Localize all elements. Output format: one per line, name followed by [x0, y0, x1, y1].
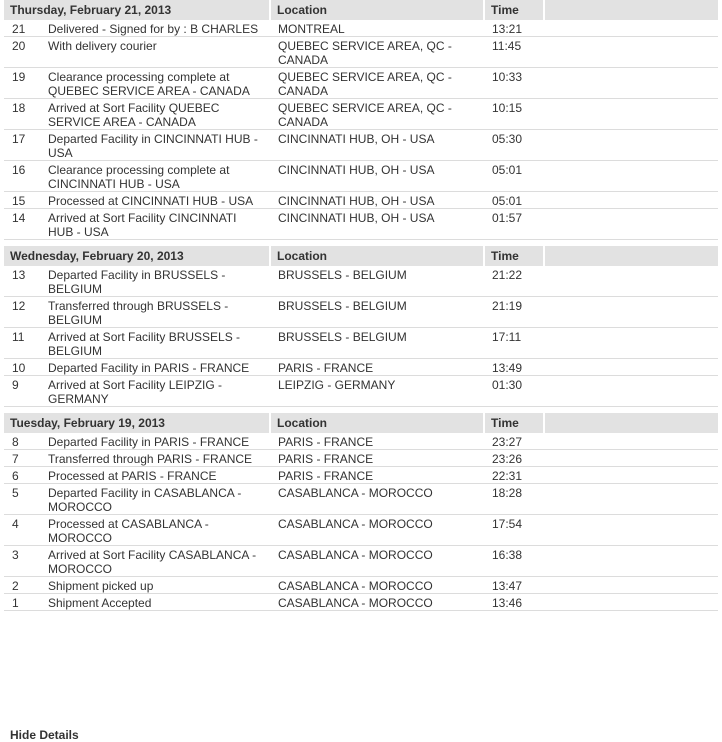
- event-number: 3: [4, 546, 42, 577]
- event-number: 21: [4, 20, 42, 37]
- day-header-row: [4, 0, 718, 20]
- row-spacer-cell: [544, 37, 718, 68]
- event-location: CASABLANCA - MOROCCO: [270, 484, 484, 515]
- table-row: [4, 376, 718, 407]
- event-description: Processed at CASABLANCA - MOROCCO: [42, 515, 270, 546]
- row-spacer-cell: [544, 515, 718, 546]
- event-location: LEIPZIG - GERMANY: [270, 376, 484, 407]
- row-spacer-cell: [544, 161, 718, 192]
- table-row: [4, 433, 718, 450]
- hide-details-link[interactable]: Hide Details: [10, 728, 79, 742]
- event-location: CASABLANCA - MOROCCO: [270, 515, 484, 546]
- event-location: BRUSSELS - BELGIUM: [270, 266, 484, 297]
- event-description: Transferred through BRUSSELS - BELGIUM: [42, 297, 270, 328]
- day-date-header: Tuesday, February 19, 2013: [4, 413, 270, 433]
- table-row: [4, 577, 718, 594]
- event-location: CASABLANCA - MOROCCO: [270, 577, 484, 594]
- location-column-header: Location: [270, 246, 484, 266]
- event-number: 14: [4, 209, 42, 240]
- location-column-header: Location: [270, 413, 484, 433]
- event-number: 16: [4, 161, 42, 192]
- row-spacer-cell: [544, 297, 718, 328]
- event-time: 13:46: [484, 594, 544, 611]
- event-location: CASABLANCA - MOROCCO: [270, 546, 484, 577]
- row-spacer-cell: [544, 433, 718, 450]
- row-spacer-cell: [544, 209, 718, 240]
- event-time: 21:19: [484, 297, 544, 328]
- event-time: 17:54: [484, 515, 544, 546]
- table-row: [4, 594, 718, 611]
- event-description: Clearance processing complete at CINCINNATI HUB - USA: [42, 161, 270, 192]
- day-header-row: [4, 246, 718, 266]
- row-spacer-cell: [544, 266, 718, 297]
- table-row: [4, 99, 718, 130]
- event-description: Arrived at Sort Facility QUEBEC SERVICE AREA - CANADA: [42, 99, 270, 130]
- event-time: 01:30: [484, 376, 544, 407]
- event-location: CASABLANCA - MOROCCO: [270, 594, 484, 611]
- event-time: 23:26: [484, 450, 544, 467]
- tracking-table: [4, 0, 718, 611]
- row-spacer-cell: [544, 359, 718, 376]
- row-spacer-cell: [544, 376, 718, 407]
- event-description: Shipment picked up: [42, 577, 270, 594]
- table-row: [4, 130, 718, 161]
- event-number: 8: [4, 433, 42, 450]
- table-row: [4, 68, 718, 99]
- event-number: 18: [4, 99, 42, 130]
- event-number: 6: [4, 467, 42, 484]
- location-column-header: Location: [270, 0, 484, 20]
- event-location: PARIS - FRANCE: [270, 450, 484, 467]
- event-location: QUEBEC SERVICE AREA, QC - CANADA: [270, 37, 484, 68]
- header-spacer-cell: [544, 0, 718, 20]
- event-number: 19: [4, 68, 42, 99]
- time-column-header: Time: [484, 246, 544, 266]
- event-time: 05:01: [484, 192, 544, 209]
- event-description: Departed Facility in CINCINNATI HUB - USA: [42, 130, 270, 161]
- event-time: 16:38: [484, 546, 544, 577]
- time-column-header: Time: [484, 413, 544, 433]
- table-row: [4, 467, 718, 484]
- day-date-header: Wednesday, February 20, 2013: [4, 246, 270, 266]
- row-spacer-cell: [544, 68, 718, 99]
- event-number: 9: [4, 376, 42, 407]
- row-spacer-cell: [544, 577, 718, 594]
- row-spacer-cell: [544, 467, 718, 484]
- event-time: 11:45: [484, 37, 544, 68]
- event-time: 13:21: [484, 20, 544, 37]
- event-time: 22:31: [484, 467, 544, 484]
- event-time: 18:28: [484, 484, 544, 515]
- event-location: CINCINNATI HUB, OH - USA: [270, 130, 484, 161]
- event-location: PARIS - FRANCE: [270, 359, 484, 376]
- event-number: 12: [4, 297, 42, 328]
- row-spacer-cell: [544, 546, 718, 577]
- event-location: BRUSSELS - BELGIUM: [270, 297, 484, 328]
- event-description: Arrived at Sort Facility LEIPZIG - GERMANY: [42, 376, 270, 407]
- time-column-header: Time: [484, 0, 544, 20]
- event-description: Processed at CINCINNATI HUB - USA: [42, 192, 270, 209]
- row-spacer-cell: [544, 99, 718, 130]
- event-time: 05:01: [484, 161, 544, 192]
- row-spacer-cell: [544, 130, 718, 161]
- event-number: 2: [4, 577, 42, 594]
- event-number: 11: [4, 328, 42, 359]
- event-time: 17:11: [484, 328, 544, 359]
- event-time: 13:47: [484, 577, 544, 594]
- event-location: BRUSSELS - BELGIUM: [270, 328, 484, 359]
- event-description: Transferred through PARIS - FRANCE: [42, 450, 270, 467]
- row-spacer-cell: [544, 20, 718, 37]
- day-date-header: Thursday, February 21, 2013: [4, 0, 270, 20]
- table-row: [4, 161, 718, 192]
- event-description: Departed Facility in BRUSSELS - BELGIUM: [42, 266, 270, 297]
- table-row: [4, 266, 718, 297]
- row-spacer-cell: [544, 594, 718, 611]
- event-number: 13: [4, 266, 42, 297]
- event-time: 23:27: [484, 433, 544, 450]
- event-location: PARIS - FRANCE: [270, 433, 484, 450]
- event-location: QUEBEC SERVICE AREA, QC - CANADA: [270, 99, 484, 130]
- event-description: Processed at PARIS - FRANCE: [42, 467, 270, 484]
- row-spacer-cell: [544, 484, 718, 515]
- event-location: CINCINNATI HUB, OH - USA: [270, 209, 484, 240]
- row-spacer-cell: [544, 192, 718, 209]
- table-row: [4, 359, 718, 376]
- table-row: [4, 20, 718, 37]
- row-spacer-cell: [544, 328, 718, 359]
- event-number: 10: [4, 359, 42, 376]
- table-row: [4, 192, 718, 209]
- event-location: MONTREAL: [270, 20, 484, 37]
- event-number: 20: [4, 37, 42, 68]
- event-description: Clearance processing complete at QUEBEC SERVICE AREA - CANADA: [42, 68, 270, 99]
- row-spacer-cell: [544, 450, 718, 467]
- header-spacer-cell: [544, 413, 718, 433]
- table-row: [4, 297, 718, 328]
- table-row: [4, 37, 718, 68]
- event-time: 01:57: [484, 209, 544, 240]
- event-number: 15: [4, 192, 42, 209]
- event-description: Arrived at Sort Facility BRUSSELS - BELGIUM: [42, 328, 270, 359]
- event-number: 7: [4, 450, 42, 467]
- event-description: Delivered - Signed for by : B CHARLES: [42, 20, 270, 37]
- header-spacer-cell: [544, 246, 718, 266]
- event-number: 17: [4, 130, 42, 161]
- event-description: Departed Facility in PARIS - FRANCE: [42, 359, 270, 376]
- event-location: CINCINNATI HUB, OH - USA: [270, 192, 484, 209]
- event-description: Departed Facility in PARIS - FRANCE: [42, 433, 270, 450]
- event-time: 21:22: [484, 266, 544, 297]
- event-description: Shipment Accepted: [42, 594, 270, 611]
- table-row: [4, 484, 718, 515]
- table-row: [4, 450, 718, 467]
- event-description: Arrived at Sort Facility CASABLANCA - MOROCCO: [42, 546, 270, 577]
- table-row: [4, 515, 718, 546]
- event-location: QUEBEC SERVICE AREA, QC - CANADA: [270, 68, 484, 99]
- event-location: PARIS - FRANCE: [270, 467, 484, 484]
- table-row: [4, 546, 718, 577]
- day-header-row: [4, 413, 718, 433]
- table-row: [4, 209, 718, 240]
- event-location: CINCINNATI HUB, OH - USA: [270, 161, 484, 192]
- event-time: 10:33: [484, 68, 544, 99]
- event-time: 10:15: [484, 99, 544, 130]
- event-description: Arrived at Sort Facility CINCINNATI HUB - USA: [42, 209, 270, 240]
- event-number: 4: [4, 515, 42, 546]
- event-description: Departed Facility in CASABLANCA - MOROCCO: [42, 484, 270, 515]
- event-time: 05:30: [484, 130, 544, 161]
- table-row: [4, 328, 718, 359]
- event-number: 5: [4, 484, 42, 515]
- event-description: With delivery courier: [42, 37, 270, 68]
- event-time: 13:49: [484, 359, 544, 376]
- event-number: 1: [4, 594, 42, 611]
